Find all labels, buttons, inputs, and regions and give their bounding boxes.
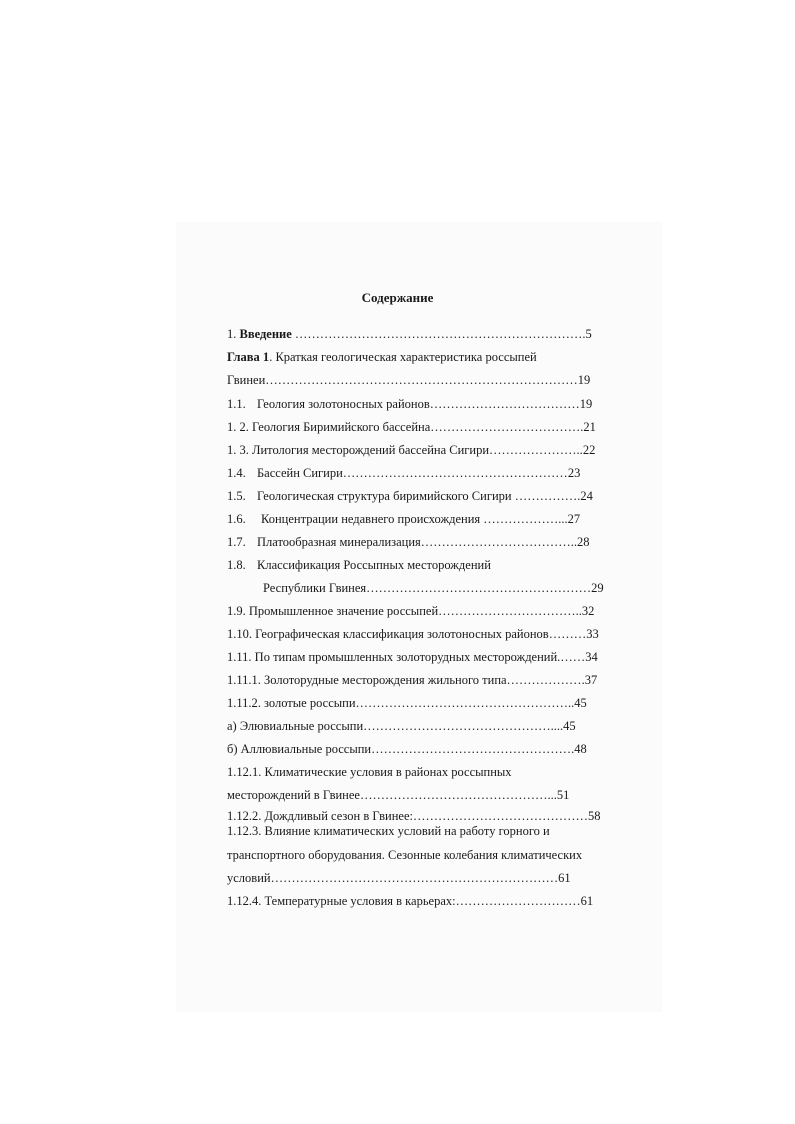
toc-page: 32 [581, 604, 595, 618]
toc-page: .21 [580, 420, 596, 434]
toc-entry [227, 718, 627, 734]
toc-title: 1. 3. Литология месторождений бассейна Сигири………………….. [227, 443, 583, 457]
toc-entry [227, 823, 627, 839]
toc-title: 1.12.3. Влияние климатических условий на работу горного и [227, 824, 550, 838]
toc-page: .5 [582, 327, 592, 341]
toc-title: Бассейн Сигири……………………………………………… [257, 466, 568, 480]
toc-entry [227, 695, 627, 711]
toc-title: месторождений в Гвинее……………………………………….. [227, 788, 554, 802]
toc-entry [227, 808, 627, 824]
toc-title: Концентрации недавнего происхождения ……………….. [261, 512, 565, 526]
toc-title: 1.11.1. Золоторудные месторождения жильного типа……………… [227, 673, 582, 687]
toc-entry [227, 847, 627, 863]
toc-page: 61 [558, 871, 571, 885]
toc-number: 1.7. [227, 535, 246, 549]
toc-entry [227, 603, 627, 619]
toc-page: 61 [580, 894, 594, 908]
toc-title: 1.12.2. Дождливый сезон в Гвинее:…………………………………… [227, 809, 588, 823]
toc-number: 1.4. [227, 466, 246, 480]
toc-entry [227, 511, 627, 527]
toc-entry-chapter-1 [227, 349, 627, 365]
toc-entry [227, 764, 627, 780]
toc-entry-intro [227, 326, 617, 342]
toc-entry [227, 672, 627, 688]
toc-page: 29 [591, 581, 604, 595]
toc-number: 1.1. [227, 397, 246, 411]
toc-entry [263, 580, 628, 596]
toc-title: условий…………………………………………………………… [227, 871, 559, 885]
toc-chapter-label: Глава 1 [227, 350, 270, 364]
toc-title-bold: Введение [239, 327, 292, 341]
page-title: Содержание [361, 290, 434, 305]
toc-entry [227, 787, 627, 803]
toc-title: . Краткая геологическая характеристика россыпей [269, 350, 537, 364]
toc-title: а) Элювиальные россыпи……………………………………….. [227, 719, 557, 733]
toc-page: 34 [585, 650, 598, 664]
toc-entry [227, 893, 627, 909]
toc-page: ..45 [556, 719, 576, 733]
toc-page: .37 [581, 673, 598, 687]
toc-title: Республики Гвинея……………………………………………… [263, 581, 592, 595]
toc-page: .48 [571, 742, 587, 756]
toc-title: 1.11.2. золотые россыпи…………………………………………… [227, 696, 569, 710]
toc-title: 1.9. Промышленное значение россыпей…………………………….. [227, 604, 582, 618]
toc-number: 1.8. [227, 558, 246, 572]
toc-entry [227, 534, 627, 550]
toc-entry [227, 557, 627, 573]
toc-entry [227, 741, 627, 757]
toc-entry [227, 626, 627, 642]
toc-number: 1.6. [227, 512, 246, 526]
toc-entry [227, 372, 627, 388]
toc-page: 58 [587, 809, 601, 823]
toc-title: 1. 2. Геология Биримийского бассейна……………………………… [227, 420, 581, 434]
toc-entry [227, 396, 627, 412]
toc-entry [227, 442, 627, 458]
toc-title: транспортного оборудования. Сезонные колебания климатических [227, 848, 583, 862]
toc-page: 19 [579, 397, 593, 411]
toc-entry [227, 419, 627, 435]
toc-title: 1.10. Географическая классификация золотоносных районов……… [227, 627, 587, 641]
toc-title: 1.12.1. Климатические условия в районах россыпных [227, 765, 512, 779]
toc-page: 19 [577, 373, 591, 387]
toc-number: 1. [227, 327, 240, 341]
toc-entry [227, 465, 627, 481]
toc-page: .51 [553, 788, 570, 802]
toc-page: 33 [586, 627, 599, 641]
toc-page: 28 [577, 535, 590, 549]
toc-leader: …………………………………………………………… [291, 327, 583, 341]
toc-title: Гвинеи………………………………………………………………… [227, 373, 578, 387]
toc-number: 1.5. [227, 489, 246, 503]
toc-page: .27 [564, 512, 581, 526]
toc-page: 22 [582, 443, 596, 457]
toc-entry [227, 649, 627, 665]
toc-title: б) Аллювиальные россыпи………………………………………… [227, 742, 572, 756]
toc-title: Геологическая структура биримийского Сигири ……………. [257, 489, 581, 503]
toc-title: 1.12.4. Температурные условия в карьерах:………………………… [227, 894, 581, 908]
toc-page: 24 [580, 489, 593, 503]
toc-title: Геология золотоносных районов……………………………… [257, 397, 580, 411]
toc-page: ..45 [568, 696, 587, 710]
toc-title: Платообразная минерализация……………………………….. [257, 535, 578, 549]
toc-title: 1.11. По типам промышленных золоторудных месторождений.…… [227, 650, 586, 664]
toc-title: Классификация Россыпных месторождений [257, 558, 491, 572]
toc-entry [227, 488, 627, 504]
toc-page: 23 [567, 466, 581, 480]
toc-entry [227, 870, 627, 886]
